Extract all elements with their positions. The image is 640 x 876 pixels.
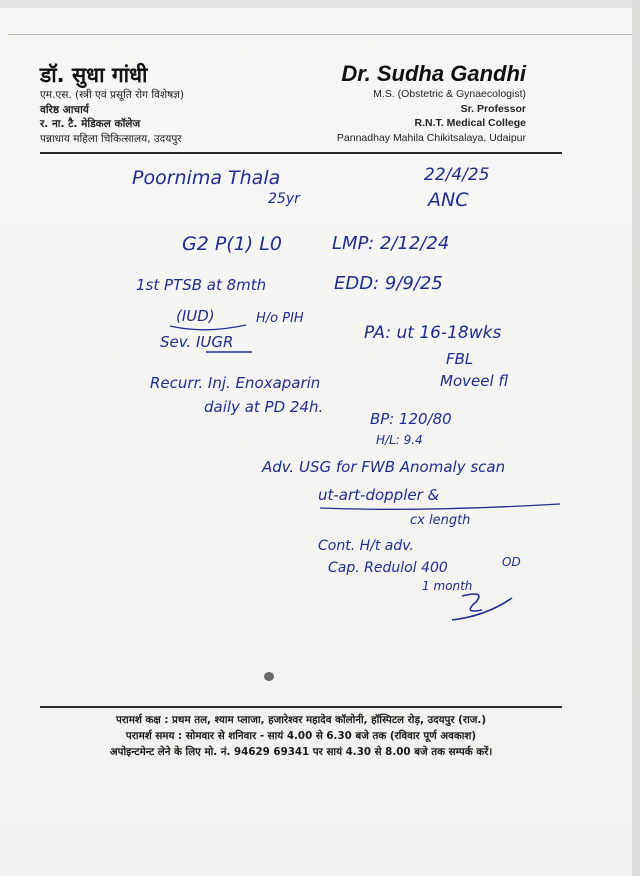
footer bbox=[40, 712, 562, 760]
doctor-signature bbox=[452, 594, 512, 620]
doctor-name-hindi: डॉ. सुधा गांधी bbox=[40, 63, 148, 87]
consultation-address: परामर्श कक्ष : प्रथम तल, श्याम प्लाजा, हजारेश्वर महादेव कॉलोनी, हॉस्पिटल रोड़, उदयपुर (राज.) bbox=[115, 714, 487, 726]
advice-continue: Cont. H/t adv. bbox=[318, 538, 414, 554]
advice-duration: 1 month bbox=[422, 579, 473, 593]
ink-smudge bbox=[264, 672, 274, 681]
history-pih: H/o PIH bbox=[256, 311, 304, 326]
history-iugr: Sev. IUGR bbox=[160, 333, 234, 351]
obstetric-score: G2 P(1) L0 bbox=[182, 233, 282, 255]
advice-usg: Adv. USG for FWB Anomaly scan bbox=[262, 458, 506, 476]
pa-exam: PA: ut 16-18wks bbox=[364, 323, 502, 343]
history-ptsb: 1st PTSB at 8mth bbox=[136, 276, 267, 294]
visit-type: ANC bbox=[428, 189, 469, 211]
blood-pressure: BP: 120/80 bbox=[370, 410, 452, 428]
designation-hindi: वरिष्ठ आचार्य bbox=[40, 103, 89, 116]
fetal-movement: Moveel fl bbox=[440, 372, 509, 390]
history-iud: (IUD) bbox=[176, 307, 215, 325]
fetal-fbl: FBL bbox=[446, 350, 474, 368]
visit-date: 22/4/25 bbox=[424, 165, 490, 185]
college-english: R.N.T. Medical College bbox=[414, 117, 526, 129]
qualification-english: M.S. (Obstetric & Gynaecologist) bbox=[373, 88, 526, 100]
qualification-hindi: एम.एस. (स्त्री एवं प्रसूति रोग विशेषज्ञ) bbox=[40, 89, 184, 101]
advice-cx-length: cx length bbox=[410, 513, 471, 528]
college-hindi: र. ना. टै. मेडिकल कॉलेज bbox=[40, 118, 141, 130]
consultation-hours: परामर्श समय : सोमवार से शनिवार - सायं 4.00 से 6.30 बजे तक (रविवार पूर्ण अवकाश) bbox=[125, 730, 477, 742]
history-enoxaparin: Recurr. Inj. Enoxaparin bbox=[150, 374, 321, 392]
hospital-english: Pannadhay Mahila Chikitsalaya, Udaipur bbox=[336, 131, 526, 144]
patient-age: 25yr bbox=[268, 191, 300, 207]
advice-capsule: Cap. Redulol 400 bbox=[328, 560, 448, 576]
appointment-contact: अपोइन्टमेन्ट लेने के लिए मो. नं. 94629 69341 पर सायं 4.30 से 8.00 बजे तक सम्पर्क करें। bbox=[109, 746, 493, 758]
underline-iud bbox=[170, 325, 246, 330]
advice-dose: OD bbox=[502, 555, 521, 569]
history-daily: daily at PD 24h. bbox=[204, 398, 324, 416]
designation-english: Sr. Professor bbox=[460, 102, 526, 115]
lmp: LMP: 2/12/24 bbox=[332, 233, 450, 254]
footer-divider bbox=[40, 706, 562, 708]
haemoglobin: H/L: 9.4 bbox=[376, 433, 423, 447]
doctor-name-english: Dr. Sudha Gandhi bbox=[341, 61, 526, 86]
underline-doppler bbox=[320, 504, 560, 509]
advice-doppler: ut-art-doppler & bbox=[318, 486, 440, 504]
edd: EDD: 9/9/25 bbox=[334, 273, 443, 294]
patient-name: Poornima Thala bbox=[132, 167, 281, 189]
hospital-hindi: पन्नाधाय महिला चिकित्सालय, उदयपुर bbox=[40, 132, 182, 145]
